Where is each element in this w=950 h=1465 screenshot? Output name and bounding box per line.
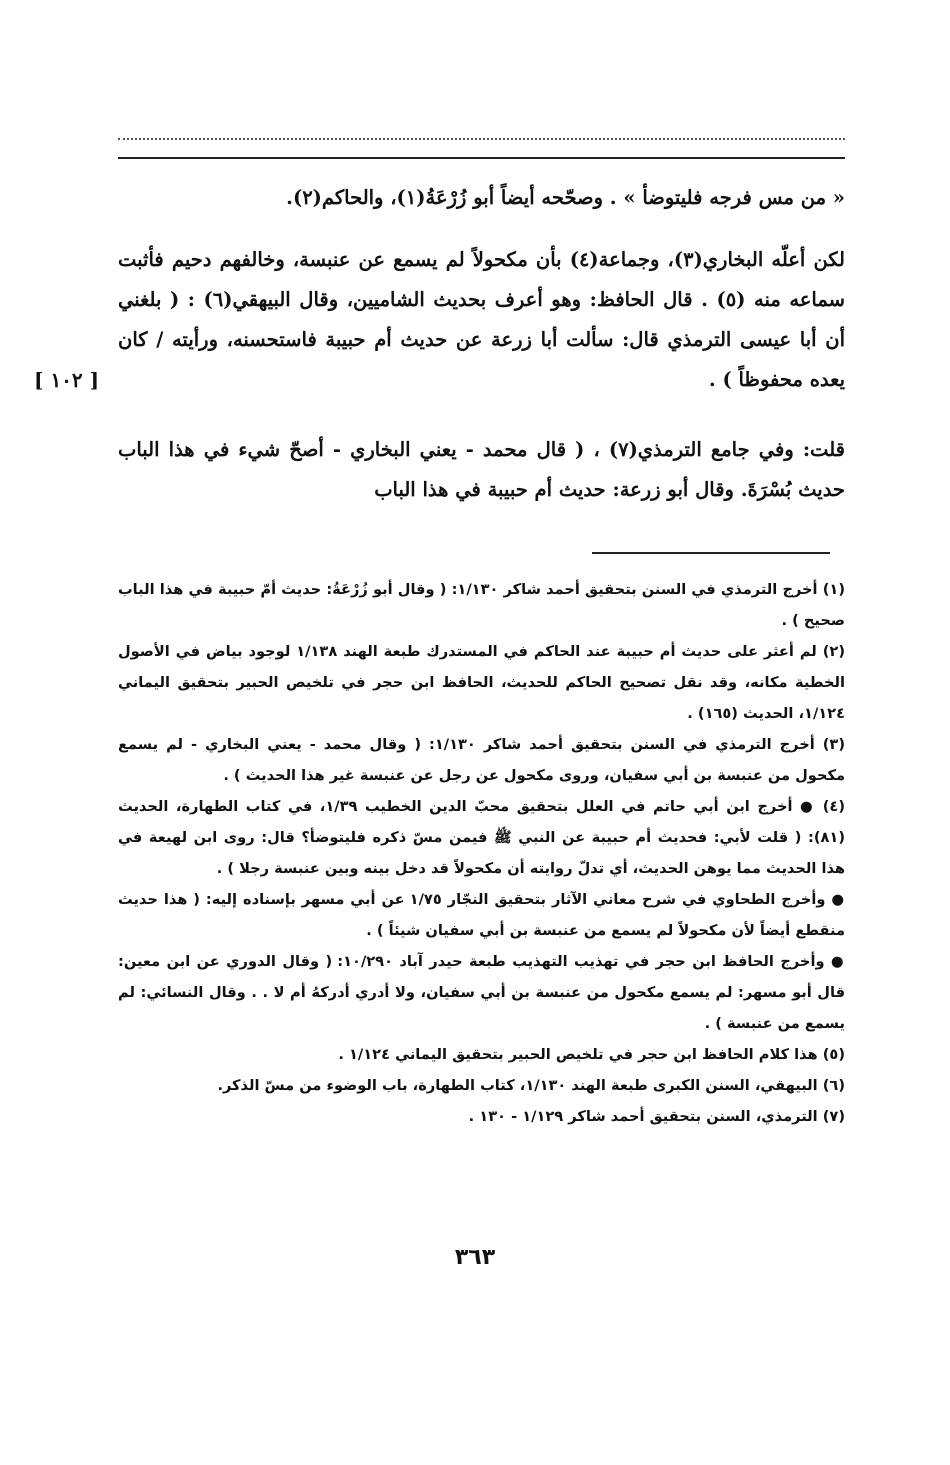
margin-page-reference: [ ١٠٢ ]: [34, 368, 100, 392]
footnote-5: (٥) هذا كلام الحافظ ابن حجر في تلخيص الحبير بتحقيق اليماني ١/١٢٤ .: [338, 1046, 845, 1063]
footnote-3: (٣) أخرج الترمذي في السنن بتحقيق أحمد شاكر ١/١٣٠: ( وقال محمد - يعني البخاري - لم يسمع مكحول من عنبسة بن أبي سفيان، وروى مكحول عن رجل عن عنبسة غير هذا الحديث ) .: [118, 736, 846, 784]
dotted-separator: [118, 138, 845, 140]
header-rule: [118, 157, 845, 159]
paragraph-3: قلت: وفي جامع الترمذي(٧) ، ( قال محمد - يعني البخاري - أصحّ شيء في هذا الباب حديث بُسْرَةَ. وقال أبو زرعة: حديث أم حبيبة في هذا الباب: [118, 438, 845, 501]
footnote-4: (٤) ● أخرج ابن أبي حاتم في العلل بتحقيق محبّ الدين الخطيب ١/٣٩، في كتاب الطهارة، الحديث (٨١): ( قلت لأبي: فحديث أم حبيبة عن النبي ﷺ فيمن مسّ ذكره فليتوضأ؟ قال: روى ابن لهيعة في هذا الحديث مما يوهن الحديث، أي تدلّ روايته أن مكحولاً قد دخل بينه وبين عنبسة رجلا ) .: [118, 798, 846, 877]
footnote-4-tahawi: ● وأخرج الطحاوي في شرح معاني الآثار بتحقيق النجّار ١/٧٥ عن أبي مسهر بإسناده إليه: ( هذا حديث منقطع أيضاً لأن مكحولاً لم يسمع من عنبسة بن أبي سفيان شيئاً ) .: [118, 891, 845, 939]
footnote-7: (٧) الترمذي، السنن بتحقيق أحمد شاكر ١/١٢٩ - ١٣٠ .: [468, 1108, 845, 1125]
paragraph-2: لكن أعلّه البخاري(٣)، وجماعة(٤) بأن مكحولاً لم يسمع عن عنبسة، وخالفهم دحيم فأثبت سماعه منه (٥) . قال الحافظ: وهو أعرف بحديث الشاميين، وقال البيهقي(٦) : ( بلغني أن أبا عيسى الترمذي قال: سألت أبا زرعة عن حديث أم حبيبة فاستحسنه، ورأيته / كان يعده محفوظاً ) .: [118, 248, 845, 391]
footnote-4-ibn-hajar: ● وأخرج الحافظ ابن حجر في تهذيب التهذيب طبعة حيدر آباد ١٠/٢٩٠: ( وقال الدوري عن ابن معين: قال أبو مسهر: لم يسمع مكحول من عنبسة بن أبي سفيان، ولا أدري أدركهُ أم لا . . وقال النسائي: لم يسمع من عنبسة ) .: [118, 953, 845, 1032]
footnote-1: (١) أخرج الترمذي في السنن بتحقيق أحمد شاكر ١/١٣٠: ( وقال أبو زُرْعَةُ: حديث أمّ حبيبة في هذا الباب صحيح ) .: [118, 581, 845, 629]
paragraph-1: « من مس فرجه فليتوضأ » . وصحّحه أيضاً أبو زُرْعَةُ(١)، والحاكم(٢).: [286, 186, 845, 209]
footnote-6: (٦) البيهقي، السنن الكبرى طبعة الهند ١/١٣٠، كتاب الطهارة، باب الوضوء من مسّ الذكر.: [217, 1077, 845, 1094]
footnote-2: (٢) لم أعثر على حديث أم حبيبة عند الحاكم في المستدرك طبعة الهند ١/١٣٨ لوجود بياض في الأصول الخطية مكانه، وقد نقل تصحيح الحاكم للحديث، الحافظ ابن حجر في تلخيص الحبير بتحقيق اليماني ١/١٢٤، الحديث (١٦٥) .: [118, 643, 845, 722]
footnotes: [118, 574, 845, 1132]
footnote-separator: [592, 552, 830, 554]
page-number: ٣٦٣: [454, 1245, 496, 1270]
